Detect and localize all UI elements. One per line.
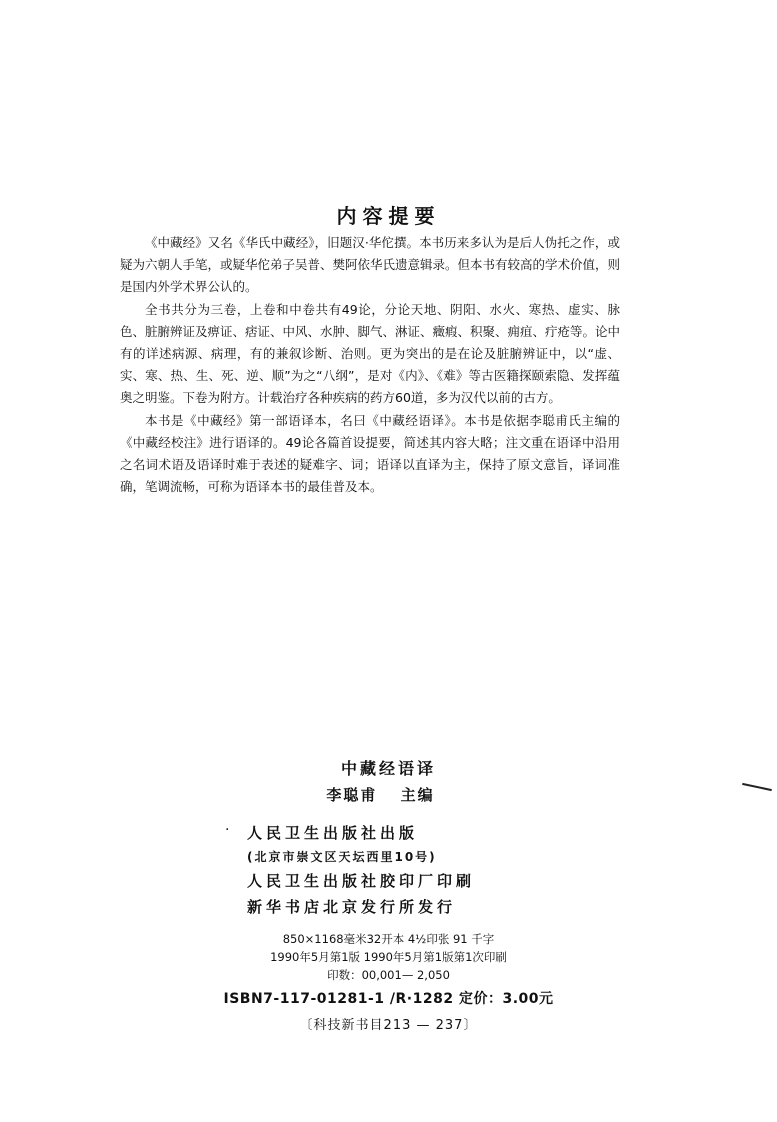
editor-line [0,784,777,805]
isbn-price-line: ISBN7-117-01281-1 /R·1282 定价：3.00元 [223,991,554,1007]
format-line: 850×1168毫米32开本 4½印张 91 千字 [282,932,495,946]
publisher-name: 人民卫生出版社出版 [247,824,419,842]
edition-line: 1990年5月第1版 1990年5月第1版第1次印刷 [270,950,507,964]
catalog-number: 〔科技新书目213 — 237〕 [299,1018,478,1033]
publisher-dash: · [225,822,230,838]
summary-title: 内容提要 [336,204,441,228]
publisher-block [247,820,547,920]
summary-paragraph-1: 《中藏经》又名《华氏中藏经》，旧题汉·华佗撰。本书历来多认为是后人伪托之作，或疑为六朝人手笔，或疑华佗弟子吴普、樊阿依华氏遗意辑录。但本书有较高的学术价值，则是国内外学术界公认的。 [120,235,621,295]
editor-role: 主编 [400,786,435,804]
editor-name: 李聪甫 [326,786,378,804]
summary-body [120,232,620,498]
print-run-line: 印数：00,001— 2,050 [327,968,450,982]
colophon [0,930,777,984]
printer-name: 人民卫生出版社胶印厂印刷 [247,872,476,890]
book-title: 中藏经语译 [340,759,436,778]
publisher-address: (北京市崇文区天坛西里10号) [247,850,437,864]
distributor-name: 新华书店北京发行所发行 [247,898,457,916]
summary-paragraph-2: 全书共分为三卷，上卷和中卷共有49论，分论天地、阴阳、水火、寒热、虚实、脉色、脏腑辨证及痹证、痞证、中风、水肿、脚气、淋证、癥瘕、积聚、痈疽、疔疮等。论中有的详述病源、病理，有的兼叙诊断、治则。更为突出的是在论及脏腑辨证中，以“虚、实、寒、热、生、死、逆、顺”为之“八纲”，是对《内》、《难》等古医籍探颐索隐、发挥蕴奥之明鉴。下卷为附方。计载治疗各种疾病的药方60道，多为汉代以前的古方。 [120,301,621,406]
summary-paragraph-3: 本书是《中藏经》第一部语译本，名曰《中藏经语译》。本书是依据李聪甫氏主编的《中藏经校注》进行语译的。49论各篇首设提要，简述其内容大略；注文重在语译中沿用之名词术语及语译时难于表述的疑难字、词；语译以直译为主，保持了原文意旨，译词准确，笔调流畅，可称为语译本书的最佳普及本。 [120,412,620,495]
